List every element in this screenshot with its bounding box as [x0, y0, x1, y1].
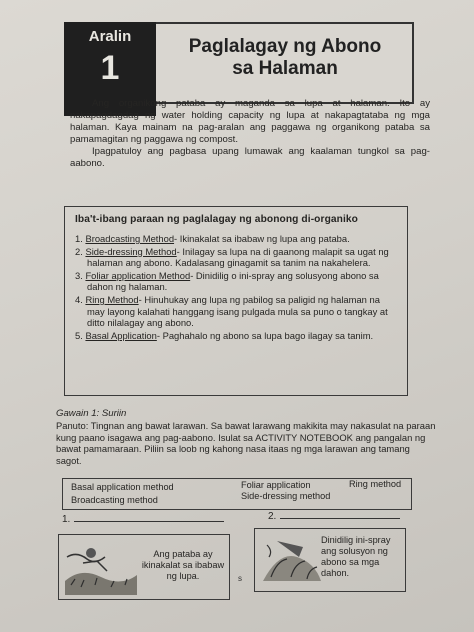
answer-2: [268, 510, 400, 522]
answer-2-label: 2.: [268, 511, 277, 522]
method-term: Side-dressing Method: [85, 245, 177, 257]
lesson-number: 1: [100, 49, 120, 87]
small-mark: s: [238, 574, 242, 583]
method-item: 5. Basal Application- Paghahalo ng abono sa lupa bago ilagay sa tanim.: [75, 329, 374, 341]
method-desc: - Dinidilig o ini-spray ang solusyong abono sa dahon ng halaman.: [87, 269, 379, 293]
method-desc: - Paghahalo ng abono sa lupa bago ilagay sa tanim.: [156, 329, 374, 341]
panel-title: Iba't-ibang paraan ng paglalagay ng abonong di-organiko: [75, 214, 358, 225]
method-item: 4. Ring Method- Hinuhukay ang lupa ng pabilog sa paligid ng halaman na may layong kalahati hanggang isang pulgada mula sa puno o tangkay at ditto nilalagay ang abono.: [75, 293, 388, 329]
method-term: Foliar application Method: [85, 269, 191, 281]
method-item: 2. Side-dressing Method- Inilagay sa lupa na di gaanong malapit sa ugat ng halaman ang abono. Kadalasang ginagamit sa tanim na nakahelera.: [75, 245, 389, 269]
intro-text: [70, 98, 430, 170]
method-desc: - Inilagay sa lupa na di gaanong malapit sa ugat ng halaman ang abono. Kadalasang ginagamit sa tanim na nakahelera.: [87, 245, 389, 269]
page-title: [170, 36, 400, 80]
picture-2-caption: Dinidilig ini-spray ang solusyon ng abono sa mga dahon.: [321, 535, 391, 578]
choice-foliar: Foliar application: [241, 480, 311, 490]
choice-broadcasting: Broadcasting method: [71, 495, 158, 505]
broadcasting-illustration-icon: [61, 537, 141, 597]
activity-instructions: Panuto: Tingnan ang bawat larawan. Sa bawat larawang makikita may nakasulat na paraan kung paano isagawa ang pag-aabono. Isulat sa ACTIVITY NOTEBOOK ang pangalan ng bawat pamamaraan. Piliin sa loob ng kahong nasa itaas ng mga larawan ang tamang sagot.: [56, 420, 436, 466]
answer-1-line[interactable]: [74, 513, 224, 522]
choice-ring: Ring method: [349, 479, 402, 489]
picture-box-1: [58, 534, 230, 600]
foliar-illustration-icon: [257, 531, 327, 589]
methods-list: [75, 233, 397, 342]
method-term: Basal Application: [85, 329, 157, 341]
answer-choices-box: [62, 478, 412, 510]
title-line-1: Paglalagay ng Abono: [188, 36, 382, 57]
answer-2-line[interactable]: [280, 510, 400, 519]
choice-basal: Basal application method: [71, 482, 174, 492]
intro-paragraph-1: Ang organikong pataba ay maganda sa lupa at halaman. Ito ay nakapagdagdag ng water holding capacity ng lupa at nakapagtataba ng mga halaman. Kaya mainam na pag-aralan ang paggawa ng organikong pataba sa pamamagitan ng paggawa ng compost.: [70, 98, 430, 145]
activity-heading: Gawain 1: Suriin: [56, 408, 127, 419]
picture-1-caption: Ang pataba ay ikinakalat sa ibabaw ng lupa.: [141, 549, 225, 581]
answer-1-label: 1.: [62, 514, 71, 525]
intro-paragraph-2: Ipagpatuloy ang pagbasa upang lumawak ang kaalaman tungkol sa pag-aabono.: [70, 146, 430, 169]
methods-panel: [64, 206, 408, 396]
method-item: 3. Foliar application Method- Dinidilig o ini-spray ang solusyong abono sa dahon ng halaman.: [75, 269, 379, 293]
method-item: 1. Broadcasting Method- Ikinakalat sa ibabaw ng lupa ang pataba.: [75, 233, 350, 244]
method-desc: - Ikinakalat sa ibabaw ng lupa ang pataba.: [174, 233, 350, 244]
choice-side-dressing: Side-dressing method: [241, 491, 331, 501]
title-line-2: sa Halaman: [232, 58, 338, 79]
lesson-label: Aralin: [88, 28, 132, 45]
picture-box-2: [254, 528, 406, 592]
method-term: Broadcasting Method: [85, 233, 175, 244]
method-desc: - Hinuhukay ang lupa ng pabilog sa paligid ng halaman na may layong kalahati hanggang isang pulgada mula sa puno o tangkay at ditto nilalagay ang abono.: [87, 293, 388, 329]
method-term: Ring Method: [85, 293, 139, 305]
answer-1: [62, 513, 224, 525]
